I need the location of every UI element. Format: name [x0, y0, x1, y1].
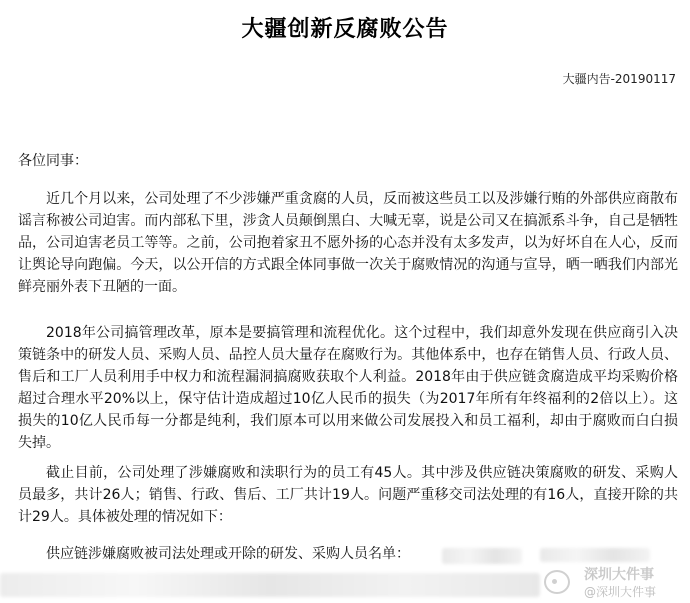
wechat-logo-icon: [544, 570, 570, 594]
paragraph-current-status: 截止目前，公司处理了涉嫌腐败和渎职行为的员工有45人。其中涉及供应链决策腐败的研发、采购人员最多，共计26人；销售、行政、售后、工厂共计19人。问题严重移交司法处理的有16人，直接开除的共计29人。具体被处理的情况如下：: [18, 465, 678, 525]
salutation: 各位同事：: [18, 153, 88, 169]
list-heading: 供应链涉嫌腐败被司法处理或开除的研发、采购人员名单：: [46, 546, 410, 562]
paragraph-2018-reform: 2018年公司搞管理改革，原本是要搞管理和流程优化。这个过程中，我们却意外发现在供应商引入决策链条中的研发人员、采购人员、品控人员大量存在腐败行为。其他体系中，也存在销售人员、行政人员、售后和工厂人员利用手中权力和流程漏洞搞腐败获取个人利益。2018年由于供应链贪腐造成平均采购价格超过合理水平20%以上，保守估计造成超过10亿人民币的损失（为2017年所有年终福利的2倍以上）。这损失的10亿人民币每一分都是纯利，我们原本可以用来做公司发展投入和员工福利，却由于腐败而白白损失掉。: [18, 325, 678, 451]
document-title: 大疆创新反腐败公告: [241, 17, 449, 42]
redacted-text: [442, 548, 522, 564]
paragraph-intro: 近几个月以来，公司处理了不少涉嫌严重贪腐的人员，反而被这些员工以及涉嫌行贿的外部供应商散布谣言称被公司迫害。而内部私下里，涉贪人员颠倒黑白、大喊无辜，说是公司又在搞派系斗争，自己是牺牲品，公司迫害老员工等等。之前，公司抱着家丑不愿外扬的心态并没有太多发声，以为好坏自在人心，反而让舆论导向跑偏。今天，以公开信的方式跟全体同事做一次关于腐败情况的沟通与宣导，晒一晒我们内部光鲜亮丽外表下丑陋的一面。: [18, 191, 678, 295]
watermark-handle: @深圳大件事: [584, 585, 657, 599]
watermark-title: 深圳大件事: [584, 567, 654, 583]
source-watermark: [544, 566, 684, 600]
document-reference: 大疆内告-20190117: [562, 72, 676, 86]
redacted-text: [0, 573, 540, 597]
redacted-text: [540, 548, 650, 562]
